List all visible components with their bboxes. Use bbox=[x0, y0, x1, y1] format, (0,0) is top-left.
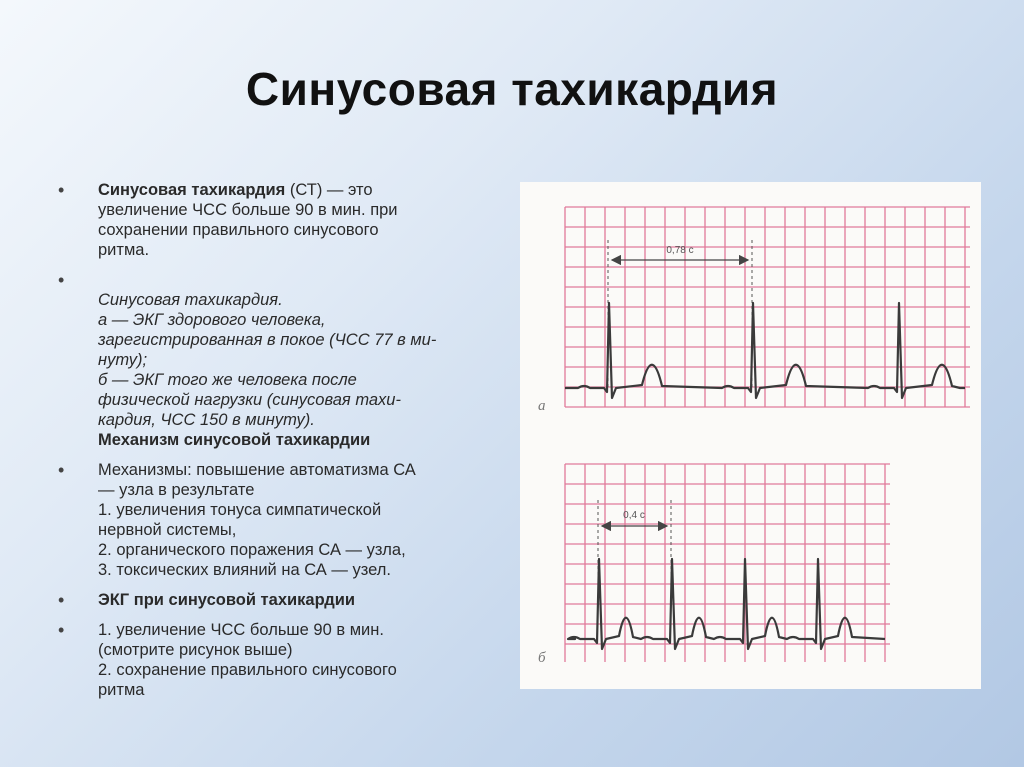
caption-line: нуту); bbox=[98, 351, 148, 369]
ecg-grid-a bbox=[565, 207, 970, 407]
ecg-grid-b bbox=[565, 464, 890, 662]
definition-term: Синусовая тахикардия bbox=[98, 181, 286, 199]
bullet-dot: • bbox=[58, 460, 65, 480]
ecg-figure bbox=[520, 182, 981, 689]
definition-term-rest: (СТ) — это bbox=[285, 181, 373, 199]
caption-line: б — ЭКГ того же человека после bbox=[98, 371, 357, 389]
bullet-ecg-heading bbox=[58, 590, 498, 610]
ecg-figure-svg bbox=[520, 182, 981, 689]
mechanism-heading: Механизм синусовой тахикардии bbox=[98, 431, 371, 449]
bullet-figure-caption bbox=[58, 270, 498, 450]
bullet-dot: • bbox=[58, 620, 65, 640]
mechanism-line: 1. увеличения тонуса симпатической bbox=[98, 501, 382, 519]
strip-a-label: а bbox=[538, 398, 546, 414]
mechanism-line: 3. токсических влияний на СА — узел. bbox=[98, 561, 391, 579]
ecg-sign-line: 1. увеличение ЧСС больше 90 в мин. bbox=[98, 621, 384, 639]
ecg-heading: ЭКГ при синусовой тахикардии bbox=[98, 591, 355, 609]
mechanism-line: — узла в результате bbox=[98, 481, 255, 499]
caption-line: Синусовая тахикардия. bbox=[98, 291, 283, 309]
definition-line: увеличение ЧСС больше 90 в мин. при bbox=[98, 201, 398, 219]
caption-line: зарегистрированная в покое (ЧСС 77 в ми- bbox=[98, 331, 437, 349]
caption-line: физической нагрузки (синусовая тахи- bbox=[98, 391, 401, 409]
bullet-ecg-signs bbox=[58, 620, 498, 700]
definition-line: сохранении правильного синусового bbox=[98, 221, 379, 239]
ecg-sign-line: (смотрите рисунок выше) bbox=[98, 641, 293, 659]
mechanism-line: 2. органического поражения СА — узла, bbox=[98, 541, 406, 559]
interval-a-label: 0,78 с bbox=[666, 245, 694, 256]
bullet-dot: • bbox=[58, 270, 65, 290]
interval-b-label: 0,4 с bbox=[623, 510, 645, 521]
bullet-list bbox=[58, 180, 498, 710]
bullet-definition bbox=[58, 180, 498, 260]
strip-b-label: б bbox=[538, 650, 546, 666]
bullet-dot: • bbox=[58, 590, 65, 610]
bullet-dot: • bbox=[58, 180, 65, 200]
caption-line: а — ЭКГ здорового человека, bbox=[98, 311, 326, 329]
slide-title: Синусовая тахикардия bbox=[245, 63, 779, 115]
mechanism-line: нервной системы, bbox=[98, 521, 237, 539]
bullet-mechanisms bbox=[58, 460, 498, 580]
definition-first-line bbox=[98, 180, 498, 200]
ecg-sign-line: 2. сохранение правильного синусового bbox=[98, 661, 397, 679]
mechanism-line: Механизмы: повышение автоматизма СА bbox=[98, 461, 416, 479]
ecg-sign-line: ритма bbox=[98, 681, 145, 699]
definition-line: ритма. bbox=[98, 241, 150, 259]
caption-line: кардия, ЧСС 150 в минуту). bbox=[98, 411, 315, 429]
